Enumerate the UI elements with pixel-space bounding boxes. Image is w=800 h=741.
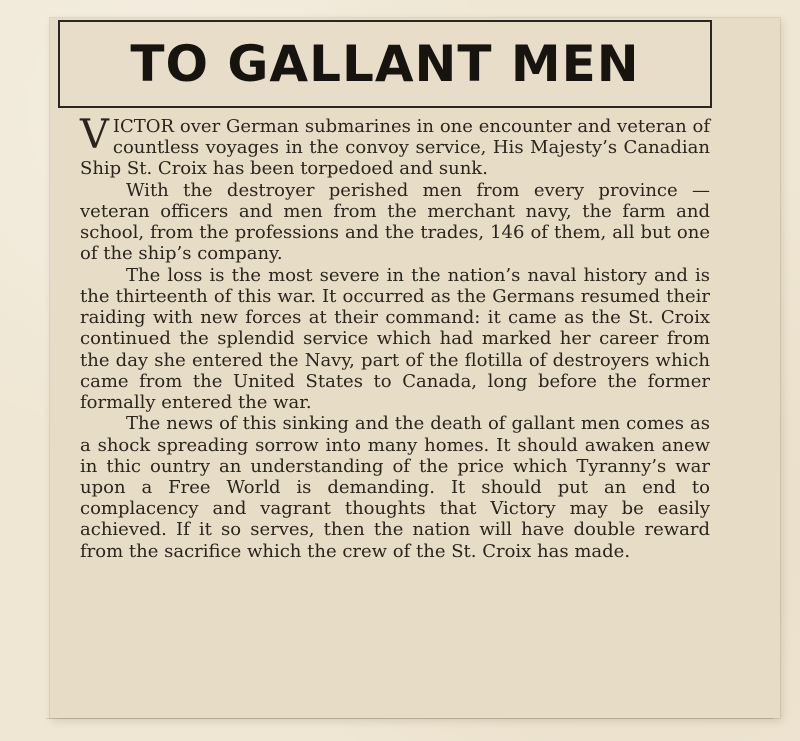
paragraph-3: The loss is the most severe in the nation’s naval history and is the thirteenth of this war. It occurred as the Germans resumed their raiding with new forces at their command: it came as the St. Croix continued the splendid service which had marked her career from the day she entered the Navy, part of the flotilla of destroyers which came from the United States to Canada, long before the former formally entered the war. bbox=[80, 264, 710, 414]
paragraph-4: The news of this sinking and the death of gallant men comes as a shock spreading sorrow into many homes. It should awaken anew in thic ountry an understanding of the price which Tyranny’s war upon a Free World is demanding. It should put an end to complacency and vagrant thoughts that Victory may be easily achieved. If it so serves, then the nation will have double reward from the sacrifice which the crew of the St. Croix has made. bbox=[80, 413, 710, 562]
paragraph-2: With the destroyer perished men from every province —veteran officers and men from the merchant navy, the farm and school, from the professions and the trades, 146 of them, all but one of the ship’s company. bbox=[80, 179, 710, 265]
headline-box bbox=[58, 20, 712, 108]
paragraph-1-text: ICTOR over German submarines in one encounter and veteran of countless voyages in the convoy service, His Majesty’s Canadian Ship St. Croix has been torpedoed and sunk. bbox=[80, 116, 710, 180]
paragraph-1 bbox=[80, 112, 710, 180]
newspaper-clipping bbox=[50, 18, 780, 718]
clipping-bottom-edge bbox=[46, 718, 774, 719]
headline: TO GALLANT MEN bbox=[130, 35, 640, 93]
drop-cap: V bbox=[80, 112, 109, 158]
article-body bbox=[80, 112, 710, 562]
